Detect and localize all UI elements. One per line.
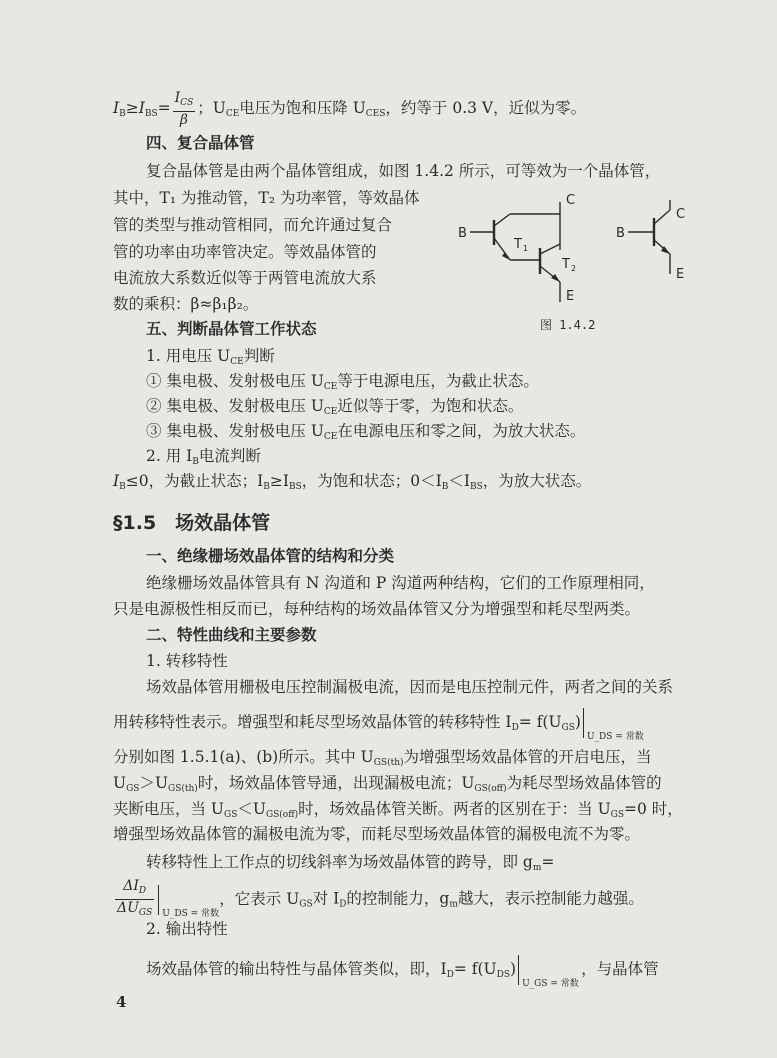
text: U_DS = 常数: [586, 732, 644, 742]
text: ，为放大状态。: [482, 472, 592, 490]
text: β: [179, 112, 188, 128]
heading-structure: 一、绝缘栅场效晶体管的结构和分类: [146, 547, 395, 565]
text: CS: [180, 98, 194, 108]
heading-characteristics: 二、特性曲线和主要参数: [146, 626, 317, 644]
text: ③ 集电极、发射极电压 U: [146, 422, 324, 440]
paragraph-line: [113, 746, 652, 774]
paragraph-line: 管的功率由功率管决定。等效晶体管的: [113, 243, 377, 261]
text: 转移特性上工作点的切线斜率为场效晶体管的跨导，即 g: [146, 853, 533, 871]
text: BS: [288, 482, 302, 492]
text: CES: [365, 109, 386, 119]
text: I: [174, 90, 181, 106]
page-number: 4: [116, 993, 127, 1011]
text: B: [119, 482, 126, 492]
paragraph-line: [113, 772, 662, 800]
paragraph-line: 复合晶体管是由两个晶体管组成，如图 1.4.2 所示，可等效为一个晶体管，: [146, 162, 661, 180]
delta-fraction: [115, 878, 154, 921]
label-t1: T: [514, 237, 522, 252]
text: CE: [323, 382, 338, 392]
state-saturation: [146, 395, 523, 423]
text: GS: [126, 784, 140, 794]
text: ＜I: [448, 472, 471, 490]
text: CE: [230, 357, 244, 367]
paragraph-line: 只是电源极性相反而已，每种结构的场效晶体管又分为增强型和耗尽型两类。: [113, 600, 641, 618]
label-c-eq: C: [676, 207, 686, 222]
text: ② 集电极、发射极电压 U: [146, 397, 324, 415]
ib-states-line: [113, 470, 591, 498]
text: 的控制能力，g: [346, 889, 450, 908]
ics-over-beta-fraction: [173, 90, 196, 128]
text: CE: [225, 109, 240, 119]
text: I: [113, 472, 120, 490]
label-t2: T: [562, 257, 570, 272]
label-b-eq: B: [616, 226, 625, 241]
text: 近似等于零，为饱和状态。: [337, 397, 524, 415]
text: =: [541, 853, 555, 871]
text: 等于电源电压，为截止状态。: [337, 372, 539, 390]
paragraph-line: [113, 798, 683, 826]
paragraph-line: 增强型场效晶体管的漏极电流为零，而耗尽型场效晶体管的漏极电流不为零。: [113, 825, 641, 843]
text: ＜U: [237, 800, 266, 818]
text: GS(th): [168, 784, 198, 794]
label-e: E: [566, 289, 575, 304]
text: 越大，表示控制能力越强。: [457, 889, 644, 908]
text: B: [441, 482, 449, 492]
text: D: [138, 886, 147, 896]
text: 电流判断: [198, 447, 261, 465]
text: ): [510, 960, 517, 978]
paragraph-line: 电流放大系数近似等于两管电流放大系: [113, 269, 377, 287]
text: B: [263, 482, 270, 492]
subheading-transfer: 1. 转移特性: [146, 652, 228, 670]
text: m: [532, 863, 542, 873]
paragraph-line: [146, 851, 554, 879]
text: ；U: [197, 99, 226, 117]
paragraph-line: 场效晶体管用栅极电压控制漏极电流，因而是电压控制元件，两者之间的关系: [146, 678, 674, 696]
text: ): [574, 713, 581, 731]
text: BS: [144, 109, 158, 119]
text: GS: [138, 908, 153, 918]
text: 在电源电压和零之间，为放大状态。: [337, 422, 586, 440]
text: 对 I: [312, 889, 340, 908]
output-formula-line: [146, 955, 659, 989]
text: 为耗尽型场效晶体管的: [506, 774, 662, 792]
label-t2-sub: 2: [571, 264, 577, 273]
text: U_GS = 常数: [522, 979, 579, 989]
text: BS: [470, 482, 483, 492]
text: = f(U: [453, 960, 497, 978]
text: D: [511, 723, 519, 733]
paragraph-line: 数的乘积：β≈β₁β₂。: [113, 295, 259, 313]
subheading-output: 2. 输出特性: [146, 920, 228, 938]
text: 场效晶体管的输出特性与晶体管类似，即，I: [146, 960, 447, 978]
text: D: [339, 899, 347, 910]
text: = f(U: [518, 713, 562, 731]
text: ΔI: [123, 878, 139, 894]
paragraph-line: 绝缘栅场效晶体管具有 N 沟道和 P 沟道两种结构，它们的工作原理相同，: [146, 574, 655, 592]
text: =: [157, 99, 171, 117]
text: GS: [224, 810, 238, 820]
condition-bar: [158, 885, 220, 919]
text: ，为饱和状态；0＜I: [301, 472, 442, 490]
section-title: §1.5 场效晶体管: [113, 512, 271, 534]
label-t1-sub: 1: [523, 244, 529, 253]
text: 分别如图 1.5.1(a)、(b)所示。其中 U: [113, 748, 374, 766]
transfer-formula-line: [113, 708, 644, 742]
text: CE: [323, 407, 338, 417]
text: ≥I: [269, 472, 289, 490]
text: 为增强型场效晶体管的开启电压，当: [403, 748, 652, 766]
text: 用转移特性表示。增强型和耗尽型场效晶体管的转移特性 I: [113, 713, 512, 731]
text: 1. 用电压 U: [146, 347, 231, 365]
text: ＞U: [139, 774, 169, 792]
text: I: [113, 99, 120, 117]
text: =0 时，: [624, 800, 683, 818]
text: U_DS = 常数: [162, 908, 220, 919]
label-b: B: [458, 226, 467, 241]
text: GS: [561, 723, 575, 733]
text: ≤0，为截止状态；I: [125, 472, 264, 490]
text: ，它表示 U: [219, 889, 300, 908]
text: 时，场效晶体管导通，出现漏极电流；U: [197, 774, 475, 792]
text: 2. 用 I: [146, 447, 193, 465]
paragraph-line: 管的类型与推动管相同，而允许通过复合: [113, 216, 393, 234]
text: GS(off): [265, 810, 299, 820]
text: DS: [496, 970, 510, 980]
text: D: [446, 970, 454, 980]
text: GS: [299, 899, 313, 910]
text: ① 集电极、发射极电压 U: [146, 372, 324, 390]
state-cutoff: [146, 370, 539, 398]
composite-transistor-figure: [458, 190, 718, 335]
arrow-t1: [502, 252, 510, 260]
text: 判断: [243, 347, 275, 365]
label-e-eq: E: [676, 267, 685, 282]
t2-collector: [540, 244, 560, 254]
text: ，与晶体管: [581, 960, 659, 978]
eq-collector: [654, 210, 670, 224]
figure-caption: 图 1.4.2: [540, 318, 596, 332]
text: 时，场效晶体管关断。两者的区别在于：当 U: [298, 800, 611, 818]
judge-by-ib: [146, 445, 261, 473]
saturation-condition-line: [113, 90, 586, 128]
condition-bar: [583, 708, 644, 742]
text: CE: [323, 432, 338, 442]
transconductance-line: [113, 878, 644, 921]
text: B: [192, 457, 199, 467]
text: ，约等于 0.3 V，近似为零。: [385, 99, 587, 117]
text: m: [449, 899, 458, 910]
text: 电压为饱和压降 U: [239, 99, 366, 117]
text: U: [113, 774, 127, 792]
text: 夹断电压，当 U: [113, 800, 224, 818]
condition-bar: [518, 955, 579, 989]
heading-composite-transistor: 四、复合晶体管: [146, 134, 255, 152]
text: GS: [610, 810, 624, 820]
paragraph-line: 其中，T₁ 为推动管，T₂ 为功率管，等效晶体: [113, 189, 420, 207]
judge-by-uce: [146, 345, 275, 373]
text: GS(th): [373, 758, 404, 768]
state-amplify: [146, 420, 585, 448]
text: ≥I: [125, 99, 145, 117]
text: GS(off): [474, 784, 507, 794]
heading-judge-state: 五、判断晶体管工作状态: [146, 320, 317, 338]
t1-collector: [494, 214, 510, 226]
label-c: C: [566, 193, 576, 208]
text: ΔU: [117, 900, 139, 916]
text: B: [119, 109, 126, 119]
